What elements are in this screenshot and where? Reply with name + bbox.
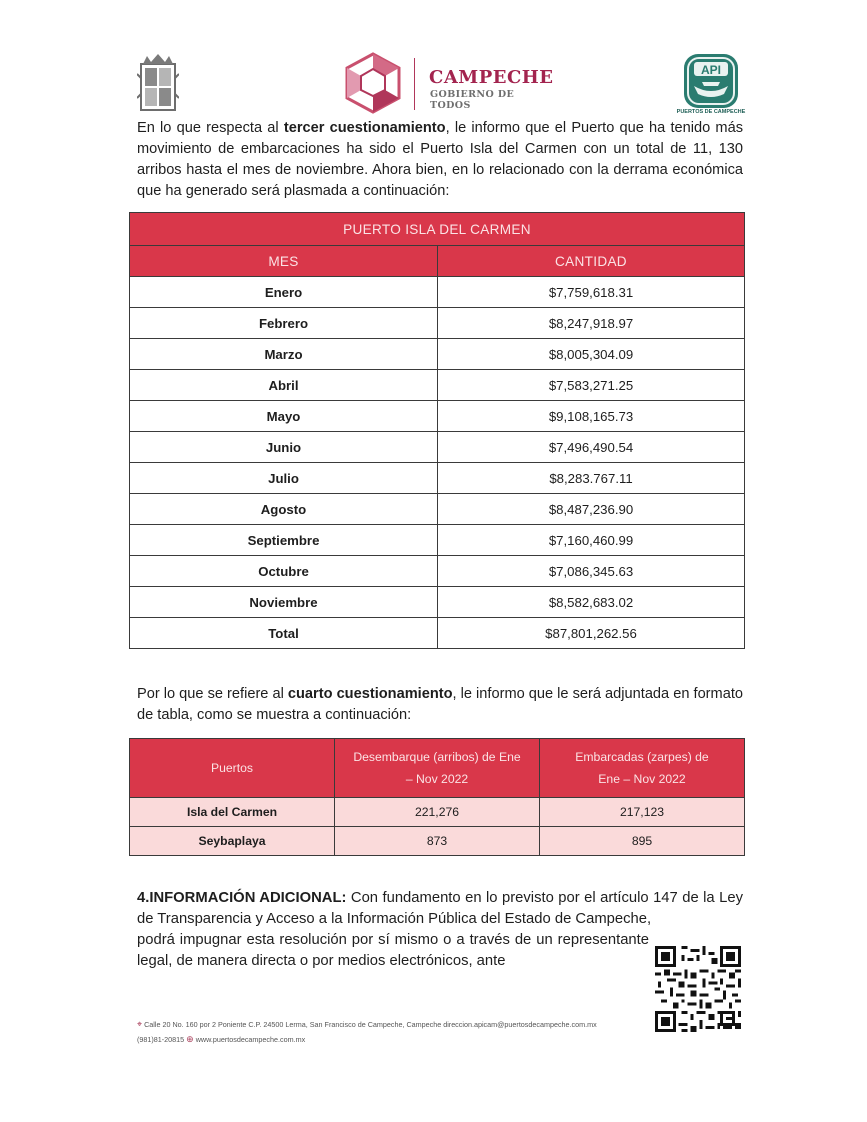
table-row	[130, 463, 745, 494]
cell-cantidad: $8,247,918.97	[438, 308, 745, 339]
table-title: PUERTO ISLA DEL CARMEN	[130, 213, 745, 246]
column-header-mes: MES	[130, 246, 438, 277]
cell-puerto: Seybaplaya	[130, 827, 335, 856]
cell-mes: Julio	[130, 463, 438, 494]
cell-cantidad: $7,086,345.63	[438, 556, 745, 587]
intro-text-1: En lo que respecta al	[137, 120, 284, 136]
column-header-puertos: Puertos	[130, 739, 335, 798]
cell-cantidad: $7,160,460.99	[438, 525, 745, 556]
embarcadas-line-2: Ene – Nov 2022	[598, 772, 686, 786]
additional-info-continued: podrá impugnar esta resolución por sí mismo o a través de un representante legal, de manera directa o por medios electrónicos, ante	[137, 932, 649, 969]
second-paragraph	[137, 684, 743, 726]
cell-mes: Enero	[130, 277, 438, 308]
qr-code-icon	[655, 946, 741, 1032]
campeche-hexagon-icon	[343, 52, 403, 114]
second-bold: cuarto cuestionamiento	[287, 686, 453, 702]
cell-mes: Noviembre	[130, 587, 438, 618]
cell-mes: Mayo	[130, 401, 438, 432]
intro-bold: tercer cuestionamiento	[283, 120, 446, 136]
brand-subtitle: GOBIERNO DE TODOS	[430, 89, 515, 111]
cell-cantidad: $7,583,271.25	[438, 370, 745, 401]
cell-desembarque: 873	[335, 827, 540, 856]
puerto-isla-del-carmen-table	[129, 212, 745, 649]
table-row	[130, 525, 745, 556]
campeche-brand-logo	[343, 52, 553, 114]
table-body	[130, 798, 745, 856]
table-row	[130, 798, 745, 827]
footer-phone: (981)81-20815	[137, 1035, 185, 1044]
footer	[137, 1019, 597, 1044]
column-header-embarcadas	[540, 739, 745, 798]
api-logo-text: API	[700, 63, 722, 77]
additional-text-1: Con fundamento en lo previsto por el artículo 147 de la Ley de Transparencia y Acceso a la Información Pública del Estado de Campeche,	[137, 890, 743, 927]
cell-mes: Agosto	[130, 494, 438, 525]
cell-embarcadas: 895	[540, 827, 745, 856]
table-body	[130, 277, 745, 649]
cell-mes: Total	[130, 618, 438, 649]
cell-cantidad: $7,496,490.54	[438, 432, 745, 463]
additional-heading: 4.INFORMACIÓN ADICIONAL:	[137, 890, 347, 906]
table-row	[130, 308, 745, 339]
coat-of-arms-icon	[137, 54, 179, 116]
api-caption: PUERTOS DE CAMPECHE	[676, 109, 746, 115]
desembarque-line-1: Desembarque (arribos) de Ene	[353, 750, 521, 764]
cell-mes: Abril	[130, 370, 438, 401]
cell-puerto: Isla del Carmen	[130, 798, 335, 827]
table-row	[130, 401, 745, 432]
column-header-cantidad: CANTIDAD	[438, 246, 745, 277]
table-row	[130, 494, 745, 525]
cell-cantidad: $8,283.767.11	[438, 463, 745, 494]
table-row	[130, 370, 745, 401]
table-row	[130, 277, 745, 308]
cell-mes: Junio	[130, 432, 438, 463]
intro-paragraph	[137, 118, 743, 202]
cell-mes: Marzo	[130, 339, 438, 370]
second-text-1: Por lo que se refiere al	[137, 686, 288, 702]
cell-cantidad: $8,582,683.02	[438, 587, 745, 618]
globe-icon: ⊕	[186, 1034, 194, 1044]
cell-embarcadas: 217,123	[540, 798, 745, 827]
cell-mes: Septiembre	[130, 525, 438, 556]
letterhead	[0, 0, 867, 122]
table-row	[130, 339, 745, 370]
table-row	[130, 827, 745, 856]
table-row	[130, 432, 745, 463]
table-row	[130, 587, 745, 618]
cell-cantidad: $8,005,304.09	[438, 339, 745, 370]
additional-info-paragraph	[137, 888, 743, 930]
table-row	[130, 556, 745, 587]
location-pin-icon: ⌖	[137, 1019, 143, 1029]
cell-desembarque: 221,276	[335, 798, 540, 827]
brand-divider	[414, 58, 415, 110]
cell-cantidad: $7,759,618.31	[438, 277, 745, 308]
cell-cantidad: $87,801,262.56	[438, 618, 745, 649]
puertos-arribos-zarpes-table	[129, 738, 745, 856]
table-row	[130, 618, 745, 649]
cell-cantidad: $8,487,236.90	[438, 494, 745, 525]
footer-website[interactable]: www.puertosdecampeche.com.mx	[195, 1035, 306, 1044]
cell-cantidad: $9,108,165.73	[438, 401, 745, 432]
second-text-2: , le informo que le será adjuntada en formato de tabla, como se muestra a continuación:	[137, 686, 743, 723]
embarcadas-line-1: Embarcadas (zarpes) de	[575, 750, 709, 764]
intro-text-2: , le informo que el Puerto que ha tenido más movimiento de embarcaciones ha sido el Puerto Isla del Carmen con un total de 11, 130 arribos hasta el mes de noviembre. Ahora bien, en lo relacionado con la derrama económica que ha generado será plasmada a continuación:	[137, 120, 743, 199]
cell-mes: Octubre	[130, 556, 438, 587]
brand-name: CAMPECHE	[429, 67, 554, 88]
footer-address: Calle 20 No. 160 por 2 Poniente C.P. 24500 Lerma, San Francisco de Campeche, Campeche direccion.apicam@puertosdecampeche.com.mx	[144, 1020, 597, 1029]
desembarque-line-2: – Nov 2022	[405, 772, 469, 786]
column-header-desembarque	[335, 739, 540, 798]
cell-mes: Febrero	[130, 308, 438, 339]
